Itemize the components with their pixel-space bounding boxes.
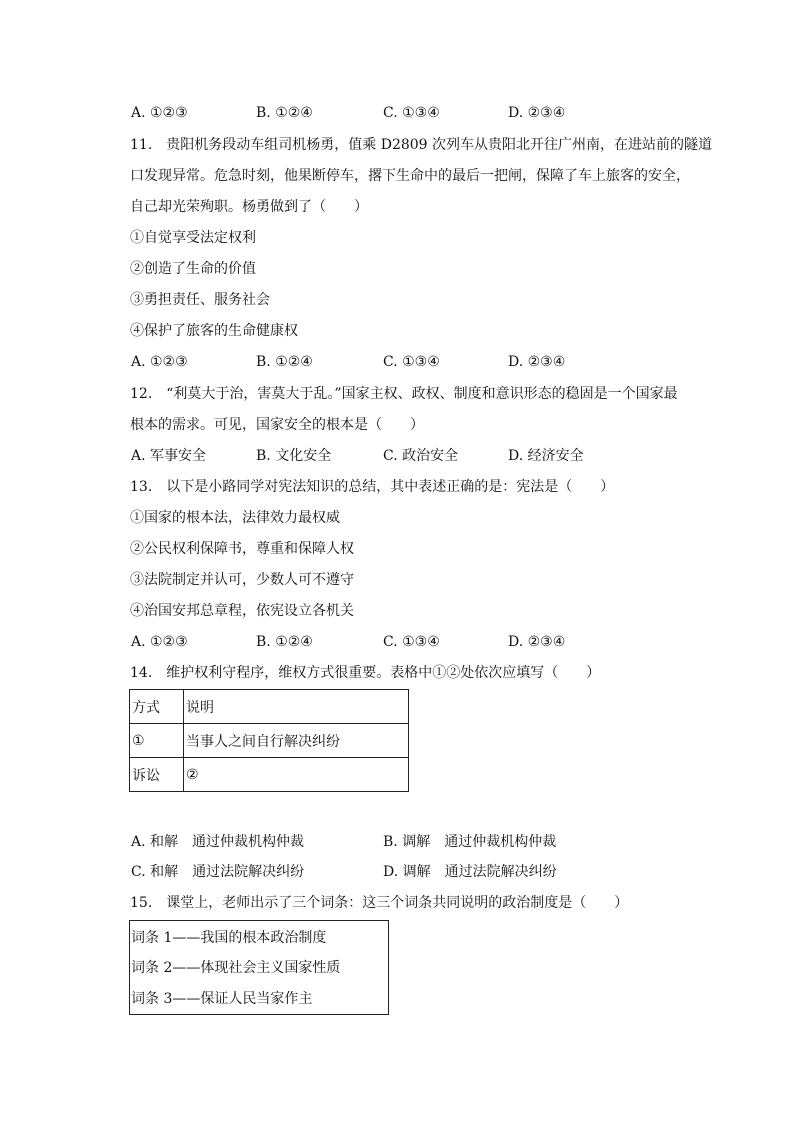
q13-option-c: C. ①③④: [383, 634, 440, 650]
table-cell: ①: [130, 724, 184, 758]
q10-option-d: D. ②③④: [508, 105, 566, 121]
q13-stem: 13. 以下是小路同学对宪法知识的总结，其中表述正确的是：宪法是（ ）: [130, 479, 615, 495]
q12-stem-line-1: 12. “利莫大于治，害莫大于乱。”国家主权、政权、制度和意识形态的稳固是一个国家最: [130, 386, 678, 402]
q13-option-d: D. ②③④: [508, 634, 566, 650]
q13-item-1: ①国家的根本法，法律效力最权威: [130, 510, 340, 526]
q11-option-b: B. ①②④: [256, 354, 313, 370]
q11-item-2: ②创造了生命的价值: [130, 261, 256, 277]
q11-stem-line-1: 11. 贵阳机务段动车组司机杨勇，值乘 D2809 次列车从贵阳北开往广州南，在进站前的隧道: [130, 137, 713, 153]
table-header-cell: 说明: [184, 690, 409, 724]
q11-option-c: C. ①③④: [383, 354, 440, 370]
q14-option-a: A. 和解 通过仲裁机构仲裁: [131, 834, 305, 850]
q10-option-c: C. ①③④: [383, 105, 440, 121]
q14-option-b: B. 调解 通过仲裁机构仲裁: [383, 834, 557, 850]
q15-entry-1: 词条 1——我国的根本政治制度: [131, 930, 327, 946]
table-cell: 当事人之间自行解决纠纷: [184, 724, 409, 758]
q14-stem: 14. 维护权利守程序，维权方式很重要。表格中①②处依次应填写（ ）: [130, 665, 601, 681]
q13-item-2: ②公民权利保障书，尊重和保障人权: [130, 541, 354, 557]
q13-option-a: A. ①②③: [131, 634, 188, 650]
q12-option-d: D. 经济安全: [508, 448, 584, 464]
table-cell: ②: [184, 758, 409, 792]
q15-entry-2: 词条 2——体现社会主义国家性质: [131, 960, 341, 976]
q12-option-b: B. 文化安全: [256, 448, 332, 464]
table-header-row: [130, 690, 409, 724]
table-cell: 诉讼: [130, 758, 184, 792]
q12-option-c: C. 政治安全: [383, 448, 459, 464]
q14-option-c: C. 和解 通过法院解决纠纷: [131, 864, 305, 880]
q13-item-3: ③法院制定并认可，少数人可不遵守: [130, 572, 354, 588]
q13-item-4: ④治国安邦总章程，依宪设立各机关: [130, 603, 354, 619]
q11-item-1: ①自觉享受法定权利: [130, 230, 256, 246]
q13-option-b: B. ①②④: [256, 634, 313, 650]
q11-option-a: A. ①②③: [131, 354, 188, 370]
table-row: [130, 758, 409, 792]
q11-stem-line-3: 自己却光荣殉职。杨勇做到了（ ）: [130, 199, 368, 215]
q10-option-a: A. ①②③: [131, 105, 188, 121]
table-header-cell: 方式: [130, 690, 184, 724]
q11-option-d: D. ②③④: [508, 354, 566, 370]
q15-stem: 15. 课堂上，老师出示了三个词条：这三个词条共同说明的政治制度是（ ）: [130, 895, 629, 911]
q12-stem-line-2: 根本的需求。可见，国家安全的根本是（ ）: [130, 417, 424, 433]
q11-stem-line-2: 口发现异常。危急时刻，他果断停车，撂下生命中的最后一把闸，保障了车上旅客的安全，: [130, 168, 690, 184]
q10-option-b: B. ①②④: [256, 105, 313, 121]
q15-entries-box: [129, 920, 389, 1015]
q11-item-4: ④保护了旅客的生命健康权: [130, 323, 298, 339]
q12-option-a: A. 军事安全: [131, 448, 207, 464]
q15-entry-3: 词条 3——保证人民当家作主: [131, 991, 313, 1007]
q14-table: [129, 689, 409, 792]
table-row: [130, 724, 409, 758]
q14-option-d: D. 调解 通过法院解决纠纷: [383, 864, 557, 880]
q11-item-3: ③勇担责任、服务社会: [130, 292, 270, 308]
